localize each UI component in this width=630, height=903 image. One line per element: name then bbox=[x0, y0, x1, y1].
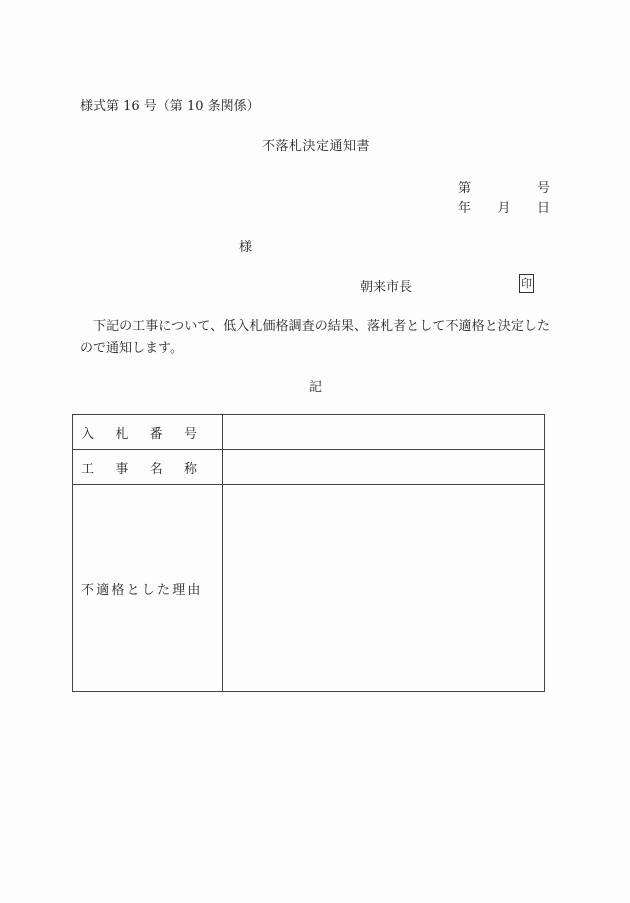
label-char: 入 bbox=[81, 426, 95, 442]
disqualification-reason-label: 不適格とした理由 bbox=[73, 485, 223, 692]
label-char: 名 bbox=[149, 461, 163, 477]
label-char: 工 bbox=[81, 461, 95, 477]
addressee-suffix: 様 bbox=[239, 240, 253, 255]
document-title: 不落札決定通知書 bbox=[262, 139, 371, 154]
table-row-bid-number bbox=[73, 415, 545, 450]
details-table bbox=[72, 414, 545, 692]
number-suffix: 号 bbox=[536, 181, 550, 196]
date-year: 年 bbox=[458, 201, 472, 216]
bid-number-value bbox=[223, 415, 545, 450]
disqualification-reason-value bbox=[223, 485, 545, 692]
seal-mark: 印 bbox=[519, 274, 534, 293]
construction-name-value bbox=[223, 450, 545, 485]
form-number: 様式第 16 号（第 10 条関係） bbox=[80, 99, 260, 114]
label-char: 番 bbox=[149, 426, 163, 442]
issuer-name: 朝来市長 bbox=[360, 280, 413, 295]
ki-heading: 記 bbox=[309, 380, 323, 395]
label-char: 号 bbox=[183, 426, 197, 442]
construction-name-label bbox=[73, 450, 223, 485]
table-row-construction-name bbox=[73, 450, 545, 485]
date-line bbox=[458, 197, 550, 216]
label-char: 札 bbox=[115, 426, 129, 442]
number-prefix: 第 bbox=[458, 181, 472, 196]
table-row-disqualification-reason bbox=[73, 485, 545, 692]
date-day: 日 bbox=[536, 201, 550, 216]
label-char: 事 bbox=[115, 461, 129, 477]
bid-number-label bbox=[73, 415, 223, 450]
document-number-line bbox=[458, 177, 550, 196]
notice-body-text: 下記の工事について、低入札価格調査の結果、落札者として不適格と決定したので通知します。 bbox=[80, 319, 550, 356]
date-month: 月 bbox=[497, 201, 511, 216]
label-char: 称 bbox=[183, 461, 197, 477]
